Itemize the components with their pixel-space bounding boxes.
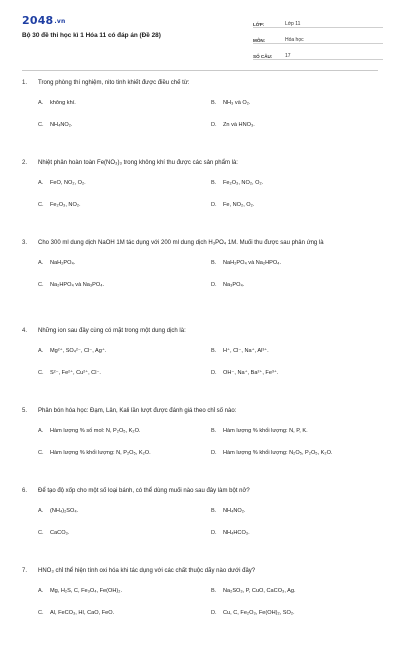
option-text: Na₂SO₃, P, CuO, CaCO₃, Ag. [223, 588, 296, 594]
question-number: 6. [22, 488, 28, 494]
answer-option-d[interactable] [211, 610, 295, 616]
answer-option-c[interactable] [38, 450, 151, 456]
option-text: NH₄HCO₃. [223, 530, 250, 536]
question-item [0, 406, 400, 486]
option-label: A. [38, 508, 44, 514]
answer-option-d[interactable] [211, 530, 250, 536]
answer-option-c[interactable] [38, 610, 114, 616]
option-text: NH₄NO₂. [50, 122, 73, 128]
answer-option-d[interactable] [211, 122, 255, 128]
meta-row-subject [253, 30, 383, 44]
option-label: B. [211, 348, 217, 354]
question-stem [0, 566, 400, 576]
question-item [0, 78, 400, 158]
meta-row-class [253, 14, 383, 28]
option-text: Hàm lượng % số mol: N, P₂O₅, K₂O. [50, 428, 141, 434]
answer-option-b[interactable] [211, 348, 269, 354]
question-number: 4. [22, 328, 28, 334]
question-item [0, 566, 400, 646]
question-text: Trong phòng thí nghiệm, nito tinh khiết được điều chế từ: [38, 80, 190, 86]
option-text: Hàm lượng % khối lượng: N, P, K. [223, 428, 308, 434]
answer-options [0, 576, 400, 628]
option-text: không khí. [50, 100, 76, 106]
question-text: HNO₃ chỉ thể hiện tính oxi hóa khi tác dụng với các chất thuộc dãy nào dưới đây? [38, 568, 256, 574]
answer-option-b[interactable] [211, 428, 308, 434]
question-item [0, 326, 400, 406]
option-text: FeO, NO₂, O₂. [50, 180, 86, 186]
option-text: Cu, C, Fe₂O₃, Fe(OH)₂, SO₂. [223, 610, 295, 616]
question-stem [0, 406, 400, 416]
question-number: 3. [22, 240, 28, 246]
option-text: NH₄NO₂. [223, 508, 246, 514]
question-text: Những ion sau đây cùng có mặt trong một dung dịch là: [38, 328, 186, 334]
site-logo[interactable] [22, 14, 65, 27]
answer-options [0, 416, 400, 468]
option-label: C. [38, 610, 44, 616]
answer-option-b[interactable] [211, 508, 245, 514]
meta-key: LỚP: [253, 22, 265, 27]
option-label: D. [211, 122, 217, 128]
answer-option-a[interactable] [38, 348, 106, 354]
option-text: Fe₂O₃, NO₂, O₂. [223, 180, 264, 186]
answer-option-d[interactable] [211, 370, 278, 376]
answer-options [0, 88, 400, 140]
option-text: OH⁻, Na⁺, Ba²⁺, Fe³⁺. [223, 370, 279, 376]
header-divider [22, 70, 378, 71]
question-stem [0, 238, 400, 248]
question-stem [0, 326, 400, 336]
document-title: Bộ 30 đề thi học kì 1 Hóa 11 có đáp án (Đề 28) [22, 32, 161, 39]
answer-option-a[interactable] [38, 428, 140, 434]
question-item [0, 486, 400, 566]
answer-option-c[interactable] [38, 202, 81, 208]
option-label: D. [211, 202, 217, 208]
answer-option-c[interactable] [38, 122, 72, 128]
option-label: A. [38, 588, 44, 594]
option-text: Zn và HNO₃. [223, 122, 255, 128]
option-text: Al, FeCO₃, HI, CaO, FeO. [50, 610, 115, 616]
answer-option-a[interactable] [38, 180, 86, 186]
option-text: Hàm lượng % khối lượng: N₂O₅, P₂O₅, K₂O. [223, 450, 333, 456]
option-label: B. [211, 588, 217, 594]
page-header [0, 0, 400, 66]
question-list [0, 78, 400, 646]
question-text: Để tạo độ xốp cho một số loại bánh, có thể dùng muối nào sau đây làm bột nở? [38, 488, 250, 494]
option-label: C. [38, 202, 44, 208]
question-number: 7. [22, 568, 28, 574]
option-label: C. [38, 370, 44, 376]
answer-option-c[interactable] [38, 282, 104, 288]
option-text: NH₃ và O₂. [223, 100, 251, 106]
option-text: S²⁻, Fe²⁺, Cu²⁺, Cl⁻. [50, 370, 101, 376]
question-text: Cho 300 ml dung dịch NaOH 1M tác dụng với 200 ml dung dịch H₃PO₄ 1M. Muối thu được sau phản ứng là [38, 240, 324, 246]
option-text: CaCO₃. [50, 530, 70, 536]
meta-key: SỐ CÂU: [253, 54, 273, 59]
option-text: (NH₄)₂SO₄. [50, 508, 79, 514]
option-text: H⁺, Cl⁻, Na⁺, Al³⁺. [223, 348, 269, 354]
question-number: 1. [22, 80, 28, 86]
option-label: B. [211, 428, 217, 434]
option-label: A. [38, 348, 44, 354]
option-label: A. [38, 180, 44, 186]
option-text: Fe, NO₂, O₂. [223, 202, 255, 208]
option-label: D. [211, 450, 217, 456]
answer-option-a[interactable] [38, 260, 75, 266]
option-text: Hàm lượng % khối lượng: N, P₂O₅, K₂O. [50, 450, 151, 456]
question-stem [0, 78, 400, 88]
meta-row-count [253, 46, 383, 60]
option-text: Mg²⁺, SO₄²⁻, Cl⁻, Ag⁺. [50, 348, 107, 354]
question-text: Nhiệt phân hoàn toàn Fe(NO₃)₃ trong không khí thu được các sản phẩm là: [38, 160, 238, 166]
answer-option-b[interactable] [211, 588, 296, 594]
answer-option-a[interactable] [38, 100, 76, 106]
answer-option-a[interactable] [38, 588, 122, 594]
option-label: C. [38, 122, 44, 128]
option-label: C. [38, 450, 44, 456]
option-label: A. [38, 100, 44, 106]
question-text: Phân bón hóa học: Đạm, Lân, Kali lần lượt được đánh giá theo chỉ số nào: [38, 408, 237, 414]
option-label: C. [38, 530, 44, 536]
option-label: D. [211, 610, 217, 616]
option-text: Na₃PO₄. [223, 282, 245, 288]
meta-info [253, 14, 383, 62]
option-label: A. [38, 428, 44, 434]
question-stem [0, 486, 400, 496]
option-text: Na₂HPO₄ và Na₃PO₄. [50, 282, 105, 288]
answer-options [0, 336, 400, 388]
answer-option-d[interactable] [211, 202, 254, 208]
logo-suffix: .vn [54, 18, 66, 25]
answer-option-c[interactable] [38, 370, 101, 376]
answer-options [0, 248, 400, 300]
option-label: C. [38, 282, 44, 288]
answer-options [0, 496, 400, 548]
answer-option-b[interactable] [211, 180, 263, 186]
option-label: D. [211, 370, 217, 376]
option-label: B. [211, 260, 217, 266]
option-label: A. [38, 260, 44, 266]
meta-value: Lớp 11 [285, 21, 301, 27]
option-text: Mg, H₂S, C, Fe₃O₄, Fe(OH)₂. [50, 588, 122, 594]
question-number: 2. [22, 160, 28, 166]
option-text: Fe₂O₃, NO₂. [50, 202, 81, 208]
option-text: NaH₂PO₄. [50, 260, 76, 266]
answer-option-d[interactable] [211, 282, 244, 288]
answer-option-b[interactable] [211, 260, 281, 266]
meta-value: 17 [285, 53, 291, 59]
answer-options [0, 168, 400, 220]
option-label: B. [211, 180, 217, 186]
option-label: D. [211, 530, 217, 536]
answer-option-b[interactable] [211, 100, 250, 106]
answer-option-d[interactable] [211, 450, 332, 456]
option-label: D. [211, 282, 217, 288]
option-label: B. [211, 100, 217, 106]
meta-value: Hóa học [285, 37, 304, 43]
question-item [0, 238, 400, 326]
option-label: B. [211, 508, 217, 514]
answer-option-a[interactable] [38, 508, 78, 514]
answer-option-c[interactable] [38, 530, 69, 536]
question-item [0, 158, 400, 238]
question-stem [0, 158, 400, 168]
option-text: NaH₂PO₄ và Na₂HPO₄. [223, 260, 282, 266]
meta-key: MÔN: [253, 38, 266, 43]
logo-text: 2048 [22, 14, 54, 27]
question-number: 5. [22, 408, 28, 414]
